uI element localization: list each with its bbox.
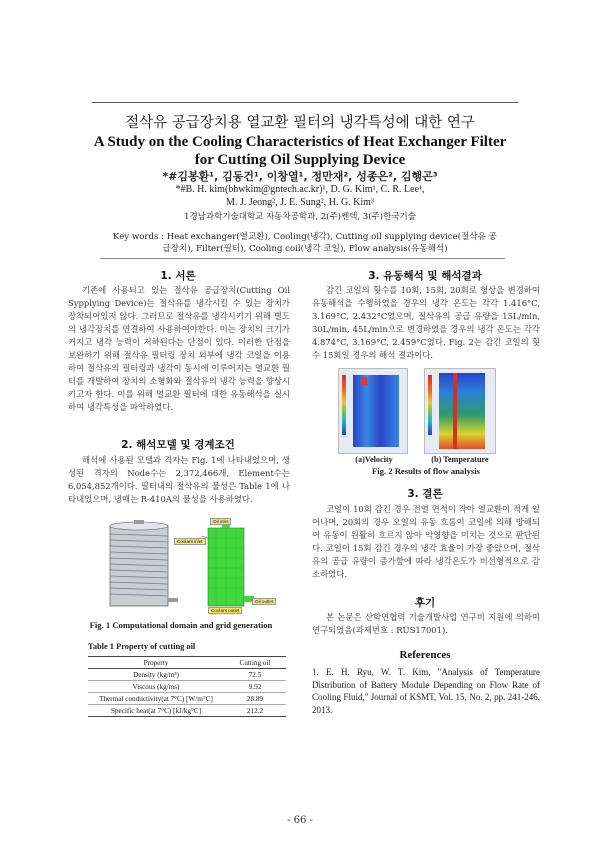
table-1-caption: Table 1 Property of cutting oil [88,642,196,651]
authors [60,170,540,209]
velocity-contour [353,375,399,447]
authors-korean: *#김봉환¹, 김동건¹, 이창열¹, 정만재², 성종은², 김행곤³ [162,170,438,183]
velocity-panel [338,368,408,454]
temperature-contour [439,373,485,449]
header-rule [92,102,518,103]
authors-english-line1: *#B. H. kim(bhwkim@gntech.ac.kr)¹, D. G. Kim¹, C. R. Lee¹, [175,184,425,195]
section-acknowledgment-title: 후기 [414,597,436,609]
table-cell: Thermal conductivity(at 7°C) [W/m°C] [88,693,224,705]
section-introduction-title: 1. 서론 [160,270,196,282]
figure-2b-label: (b) Temperature [431,455,489,464]
figure-2-caption: Fig. 2 Results of flow analysis [372,466,480,476]
section-conclusion-title: 3. 결론 [407,488,443,500]
label-coolant-outlet: Coolant outlet [208,607,242,614]
table-row [88,693,286,705]
page-number: - 66 - [287,815,313,826]
section-acknowledgment-text: 본 논문은 산학연협력 기술개발사업 연구비 지원에 의하여 연구되었음(과제번호 : RUS17001). [312,612,540,635]
table-row [88,705,286,717]
label-oil-inlet: Oil inlet [210,518,231,525]
velocity-legend-bar [342,375,346,435]
title-english-line1: A Study on the Cooling Characteristics of Heat Exchanger Filter [93,134,507,150]
references-title: References [399,649,451,661]
label-oil-outlet: Oil outlet [252,598,276,605]
table-cell: 28.89 [224,693,286,705]
table-row [88,669,286,681]
table-header-cell: Cutting oil [224,657,286,669]
title-english-line2: for Cutting Oil Supplying Device [194,152,406,168]
velocity-hotspot [361,377,367,385]
keywords: Key words : Heat exchanger(열교환), Cooling(냉각), Cutting oil supplying device(절삭유 공급장치), Filter(필터), Cooling coil(냉각 코일), Flow analysis(유동해석) [113,232,497,254]
table-cell: Specific heat(at 7°C) [kJ/kg°C] [88,705,224,717]
temperature-panel [424,368,496,454]
section-analysis-title: 3. 유동해석 및 해석결과 [368,270,482,282]
table-row [88,681,286,693]
figure-2 [338,368,494,452]
temperature-legend-bar [428,375,432,435]
figure-1-caption: Fig. 1 Computational domain and grid generation [89,620,273,630]
section-analysis-text: 감긴 코일의 횟수를 10회, 15회, 20회로 형상을 변경하여 유동해석을 수행하였을 경우의 냉각 온도는 각각 1.416°C, 3.169°C, 2.432°C였으며, 절삭유의 공급 유량을 15L/min, 30L/min, 45L/min으로 변경하였을 경우의 냉각 온도는 각각 4.874°C, 3.169°C, 2.459°C였다. Fig. 2는 감긴 코일의 횟수 15회일 경우의 해석 결과이다. [312,285,540,360]
section-model-text: 해석에 사용된 모델과 격자는 Fig. 1에 나타내었으며, 생성된 격자의 Node수는 2,372,466개, Element수는 6,054,852개이다. 필터내의 절삭유의 물성은 Table 1에 나타내었으며, 냉매는 R-410A의 물성을 사용하였다. [68,455,290,504]
grid-domain-drawing [201,520,254,606]
section-model-title: 2. 해석모델 및 경계조건 [121,439,235,451]
table-cell: 212.2 [224,705,286,717]
title-korean: 절삭유 공급장치용 열교환 필터의 냉각특성에 대한 연구 [125,115,475,131]
table-cell: Viscous (kg/ms) [88,681,224,693]
title-english [60,133,540,169]
authors-english-line2: M. J. Jeong², J. E. Sung², H. G. Kim³ [226,197,374,208]
property-table [88,656,286,717]
filter-model-drawing [110,520,178,606]
section-conclusion-text: 코일이 10회 감긴 경우 전열 면적이 작아 열교환이 적게 일어나며, 20회의 경우 오일의 유동 흐름이 코일에 의해 방해되어 유동이 원활히 흐르지 않아 악영향을 미치는 것으로 판단된다. 코일이 15회 감긴 경우의 냉각 효율이 가장 좋았으며, 절삭유의 공급 유량이 증가함에 따라 냉각온도가 비선형적으로 감소하였다. [312,504,540,579]
reference-1: 1. E. H. Ryu, W. T. Kim, "Analysis of Temperature Distribution of Battery Module Depending on Flow Rate of Cooling Fluid," Journal of KSMT, Vol. 15, No. 2, pp. 241-246, 2013. [312,667,540,715]
figure-1 [96,518,296,614]
affiliation: 1경남과학기술대학교 자동차공학과, 2(주)쎈텍, 3(주)한국기술 [184,212,416,222]
keywords-divider [100,258,505,259]
label-coolant-inlet: Coolant inlet [174,538,206,545]
table-cell: 72.5 [224,669,286,681]
temperature-core [453,373,457,449]
table-1 [88,656,286,717]
table-header-cell: Property [88,657,224,669]
table-header-row [88,657,286,669]
table-cell: 9.92 [224,681,286,693]
figure-2a-label: (a)Velocity [355,455,393,464]
section-introduction-text: 기존에 사용되고 있는 절삭유 공급장치(Cutting Oil Sypplying Device)는 절삭유를 냉각시킬 수 있는 장치가 장착되어있지 않다. 그러므로 절삭유를 냉각시키기 위해 별도의 냉각장치를 연결하여 사용하여야한다. 이는 장치의 크기가 커지고 냉각 능력이 저하된다는 단점이 있다. 이러한 단점을 보완하기 위해 절삭유 필터링 장치 외부에 냉각 코일을 이용하여 절삭유의 필터링과 냉각이 동시에 이루어지는 열교환 필터를 개발하여 장치의 소형화와 절삭유의 냉각 능력을 향상시키고자 한다. 이를 위해 열교환 필터에 대한 유동해석을 실시하여 냉각특성을 파악하였다. [68,285,290,412]
table-cell: Density (kg/m³) [88,669,224,681]
